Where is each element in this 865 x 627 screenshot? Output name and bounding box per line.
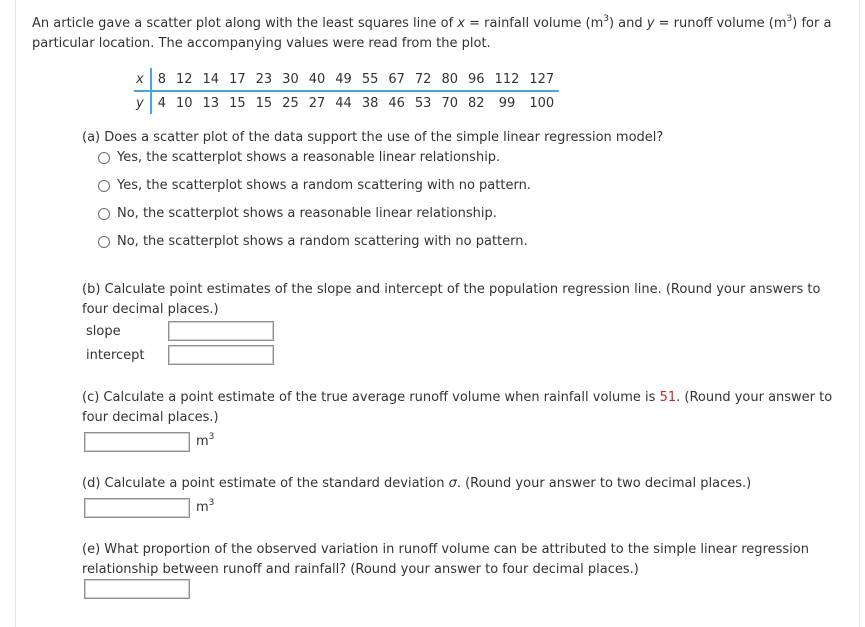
part-e-question: [82, 540, 852, 580]
intro-line-2: particular location. The accompanying values were read from the plot.: [32, 36, 491, 51]
y-value: 10: [175, 95, 193, 111]
radio-icon[interactable]: [98, 236, 110, 248]
y-value: 100: [529, 95, 555, 111]
y-value: 46: [388, 95, 405, 111]
x-value: 80: [436, 68, 463, 91]
part-d-unit: $m^3$: [196, 497, 215, 515]
x-value: 49: [330, 68, 357, 91]
x-value: 23: [251, 68, 278, 91]
part-e-line-1: (e) What proportion of the observed variation in runoff volume can be attributed to the simple linear regression: [82, 542, 809, 557]
x-value: 12: [171, 68, 198, 91]
part-d-question: (d) Calculate a point estimate of the standard deviation σ. (Round your answer to two decimal places.): [82, 476, 752, 491]
part-b-question: [82, 280, 852, 320]
y-value: 99: [498, 95, 516, 111]
part-a-option-1[interactable]: [98, 148, 500, 168]
x-row-header: x: [134, 68, 151, 91]
y-value: 82: [468, 95, 485, 111]
y-value: 44: [335, 95, 352, 111]
radio-icon[interactable]: [98, 152, 110, 164]
part-e-line-2: relationship between runoff and rainfall? (Round your answer to four decimal places.): [82, 562, 639, 577]
highlighted-value: 51: [659, 390, 677, 405]
x-value: 127: [524, 68, 559, 91]
part-c-line-2: four decimal places.): [82, 410, 219, 425]
x-value: 112: [490, 68, 525, 91]
x-value: 40: [304, 68, 331, 91]
question-panel: [15, 0, 860, 627]
intercept-label: intercept: [86, 348, 145, 363]
x-value: 30: [277, 68, 304, 91]
x-value: 96: [463, 68, 490, 91]
y-values-row: [134, 91, 559, 114]
x-value: 72: [410, 68, 437, 91]
data-table: [134, 68, 559, 114]
part-b-line-1: (b) Calculate point estimates of the slope and intercept of the population regression line. (Round your answers to: [82, 282, 821, 297]
problem-intro: [32, 14, 862, 54]
x-value: 67: [383, 68, 410, 91]
proportion-input[interactable]: [84, 579, 190, 599]
y-value: 4: [157, 95, 166, 111]
y-value: 13: [202, 95, 220, 111]
y-value: 27: [308, 95, 326, 111]
y-value: 15: [255, 95, 273, 111]
option-label: Yes, the scatterplot shows a reasonable linear relationship.: [117, 150, 501, 165]
option-label: No, the scatterplot shows a random scattering with no pattern.: [117, 234, 528, 249]
part-a-option-3[interactable]: [98, 204, 497, 224]
part-b-line-2: four decimal places.): [82, 302, 219, 317]
intro-line-1: An article gave a scatter plot along with the least squares line of x = rainfall volume $(m^3)$ and y = runoff volume $(m^3)$ for a: [32, 13, 832, 31]
std-dev-input[interactable]: [84, 498, 190, 518]
y-row-header: y: [134, 91, 151, 114]
part-a-option-4[interactable]: [98, 232, 528, 252]
slope-label: slope: [86, 324, 121, 339]
radio-icon[interactable]: [98, 180, 110, 192]
y-value: 38: [361, 95, 379, 111]
sigma-symbol: σ: [448, 476, 457, 491]
intercept-input[interactable]: [168, 345, 274, 365]
part-c-line-1: (c) Calculate a point estimate of the true average runoff volume when rainfall volume is 51. (Round your answer to: [82, 390, 833, 405]
part-a-option-2[interactable]: [98, 176, 531, 196]
radio-icon[interactable]: [98, 208, 110, 220]
x-value: 14: [198, 68, 225, 91]
y-value: 53: [414, 95, 432, 111]
x-value: 8: [151, 68, 171, 91]
x-value: 55: [357, 68, 384, 91]
y-value: 25: [282, 95, 299, 111]
part-a-question: (a) Does a scatter plot of the data support the use of the simple linear regression model?: [82, 130, 664, 145]
runoff-estimate-input[interactable]: [84, 432, 190, 452]
slope-input[interactable]: [168, 321, 274, 341]
part-c-unit: $m^3$: [196, 431, 215, 449]
x-value: 17: [224, 68, 251, 91]
y-value: 70: [441, 95, 458, 111]
option-label: No, the scatterplot shows a reasonable linear relationship.: [117, 206, 497, 221]
x-values-row: [134, 68, 559, 91]
part-c-question: [82, 388, 852, 428]
option-label: Yes, the scatterplot shows a random scattering with no pattern.: [117, 178, 531, 193]
y-value: 15: [229, 95, 246, 111]
